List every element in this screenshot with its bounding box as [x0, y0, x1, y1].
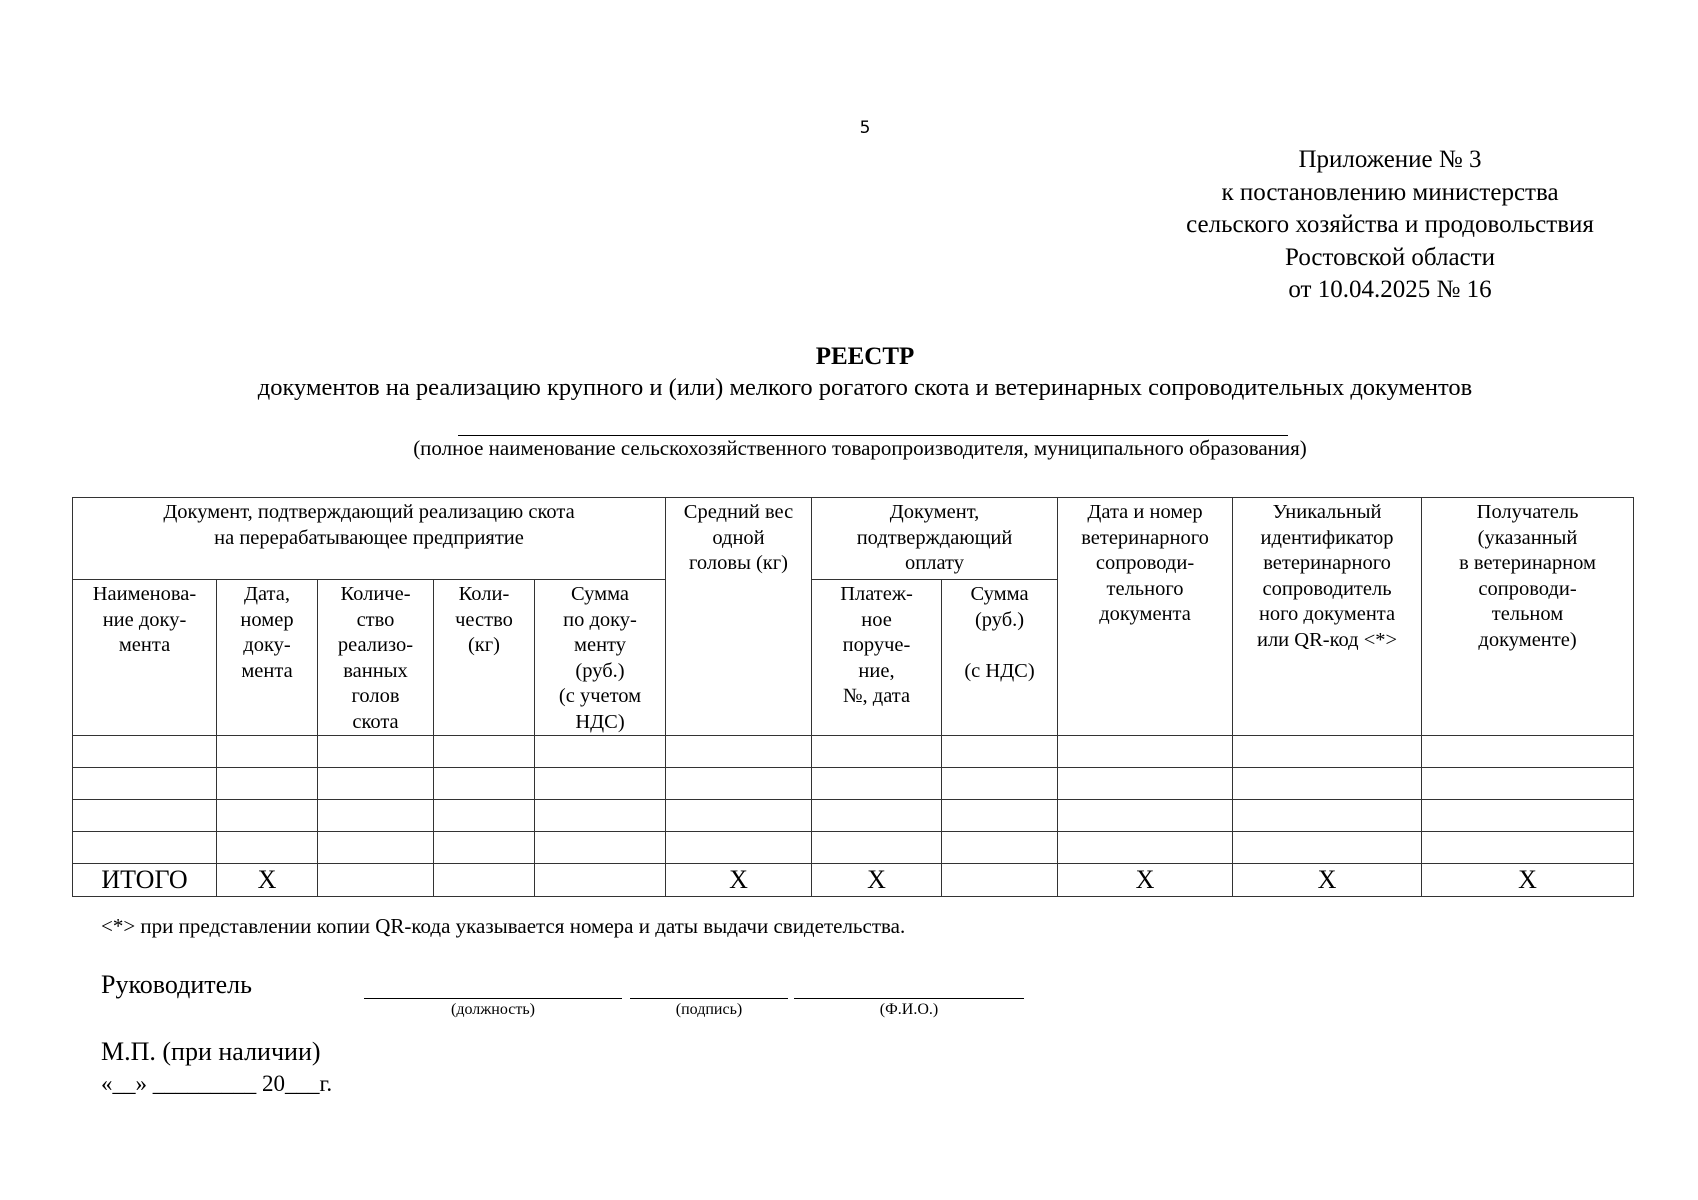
header-document-name: Наименова- ние доку- мента — [73, 580, 217, 736]
table-row — [73, 736, 1634, 768]
header-payment-sum-vat: Сумма (руб.) (с НДС) — [942, 580, 1058, 736]
position-line — [364, 998, 622, 999]
page-number: 5 — [859, 118, 871, 138]
header-sale-document-group: Документ, подтверждающий реализацию скота на перерабатывающее предприятие — [73, 498, 666, 580]
appendix-line-4: Ростовской области — [1285, 243, 1495, 271]
total-label: ИТОГО — [73, 864, 217, 897]
header-payment-order: Платеж- ное поруче- ние, №, дата — [812, 580, 942, 736]
document-subtitle: документов на реализацию крупного и (или) мелкого рогатого скота и ветеринарных сопроводительных документов — [257, 374, 1473, 401]
footnote: <*> при представлении копии QR-кода указывается номера и даты выдачи свидетельства. — [101, 914, 906, 938]
header-payment-document-group: Документ, подтверждающий оплату — [812, 498, 1058, 580]
signature-line — [630, 998, 788, 999]
name-line — [794, 998, 1024, 999]
x-mark: X — [1058, 864, 1233, 897]
signature-label: Руководитель — [101, 970, 252, 999]
appendix-block — [1100, 144, 1680, 307]
x-mark: X — [1233, 864, 1422, 897]
header-vet-document-identifier: Уникальный идентификатор ветеринарного сопроводитель ного документа или QR-код <*> — [1233, 498, 1422, 736]
appendix-line-2: к постановлению министерства — [1221, 178, 1559, 206]
header-document-sum: Сумма по доку- менту (руб.) (с учетом НДС) — [535, 580, 666, 736]
table-row — [73, 832, 1634, 864]
appendix-line-1: Приложение № 3 — [1298, 146, 1482, 173]
header-document-date-number: Дата, номер доку- мента — [217, 580, 318, 736]
header-vet-document-date-number: Дата и номер ветеринарного сопроводи- тельного документа — [1058, 498, 1233, 736]
header-heads-count: Количе- ство реализо- ванных голов скота — [318, 580, 434, 736]
header-average-weight: Средний вес одной головы (кг) — [666, 498, 812, 736]
signature-caption: (подпись) — [675, 1001, 743, 1018]
date-line: «__» _________ 20___г. — [101, 1071, 333, 1096]
x-mark: X — [812, 864, 942, 897]
header-recipient: Получатель (указанный в ветеринарном сопроводи- тельном документе) — [1422, 498, 1634, 736]
table-row — [73, 768, 1634, 800]
x-mark: X — [217, 864, 318, 897]
name-caption: (Ф.И.О.) — [879, 1001, 939, 1018]
header-quantity-kg: Коли- чество (кг) — [434, 580, 535, 736]
position-caption: (должность) — [451, 1001, 535, 1018]
appendix-line-3: сельского хозяйства и продовольствия — [1186, 211, 1594, 238]
appendix-line-5: от 10.04.2025 № 16 — [1288, 276, 1492, 303]
producer-caption: (полное наименование сельскохозяйственного товаропроизводителя, муниципального образования) — [413, 436, 1307, 460]
registry-table — [72, 497, 1634, 897]
x-mark: X — [1422, 864, 1634, 897]
x-mark: X — [666, 864, 812, 897]
total-row — [73, 864, 1634, 897]
document-title: РЕЕСТР — [815, 343, 915, 370]
stamp-note: М.П. (при наличии) — [101, 1037, 321, 1066]
table-row — [73, 800, 1634, 832]
